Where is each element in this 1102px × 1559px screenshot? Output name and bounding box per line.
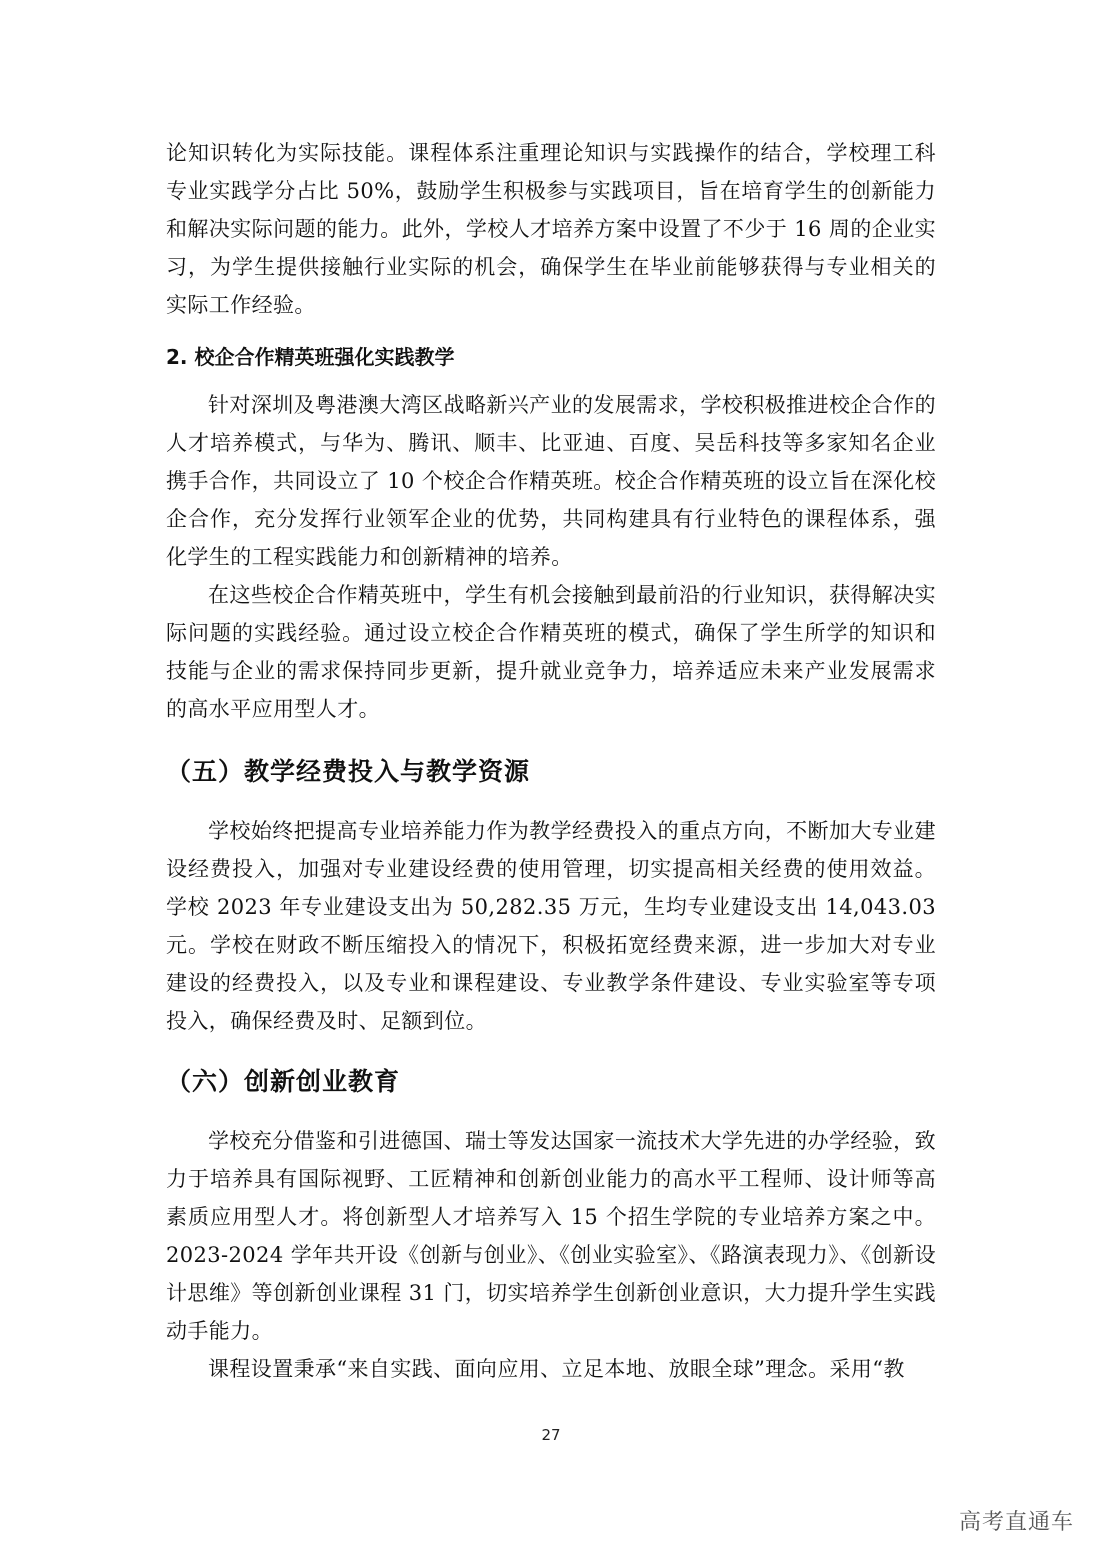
paragraph-funding: 学校始终把提高专业培养能力作为教学经费投入的重点方向，不断加大专业建设经费投入，加强对专业建设经费的使用管理，切实提高相关经费的使用效益。学校 2023 年专业建设支出为 50,282.35 万元，生均专业建设支出 14,043.03 元。学校在财政不断压缩投入的情况下，积极拓宽经费来源，进一步加大对专业建设的经费投入，以及专业和课程建设、专业教学条件建设、专业实验室等专项投入，确保经费及时、足额到位。 <box>166 819 936 1033</box>
paragraph-practice-credits: 论知识转化为实际技能。课程体系注重理论知识与实践操作的结合，学校理工科专业实践学分占比 50%，鼓励学生积极参与实践项目，旨在培育学生的创新能力和解决实际问题的能力。此外，学校人才培养方案中设置了不少于 16 周的企业实习，为学生提供接触行业实际的机会，确保学生在毕业前能够获得与专业相关的实际工作经验。 <box>166 141 936 317</box>
section-heading-innovation: （六）创新创业教育 <box>166 1067 401 1096</box>
paragraph-elite-class-benefits: 在这些校企合作精英班中，学生有机会接触到最前沿的行业知识，获得解决实际问题的实践经验。通过设立校企合作精英班的模式，确保了学生所学的知识和技能与企业的需求保持同步更新，提升就业竞争力，培养适应未来产业发展需求的高水平应用型人才。 <box>166 583 936 721</box>
watermark-text: 高考直通车 <box>958 1510 1074 1535</box>
page-body <box>166 134 936 1388</box>
section-heading-funding: （五）教学经费投入与教学资源 <box>166 757 531 786</box>
subheading-elite-class: 2. 校企合作精英班强化实践教学 <box>166 345 455 369</box>
paragraph-curriculum-philosophy: 课程设置秉承“来自实践、面向应用、立足本地、放眼全球”理念。采用“教 <box>208 1357 905 1381</box>
paragraph-enterprise-cooperation: 针对深圳及粤港澳大湾区战略新兴产业的发展需求，学校积极推进校企合作的人才培养模式，与华为、腾讯、顺丰、比亚迪、百度、吴岳科技等多家知名企业携手合作，共同设立了 10 个校企合作精英班。校企合作精英班的设立旨在深化校企合作，充分发挥行业领军企业的优势，共同构建具有行业特色的课程体系，强化学生的工程实践能力和创新精神的培养。 <box>166 393 936 569</box>
page-number: 27 <box>541 1426 561 1444</box>
paragraph-innovation-education: 学校充分借鉴和引进德国、瑞士等发达国家一流技术大学先进的办学经验，致力于培养具有国际视野、工匠精神和创新创业能力的高水平工程师、设计师等高素质应用型人才。将创新型人才培养写入 15 个招生学院的专业培养方案之中。2023-2024 学年共开设《创新与创业》、《创业实验室》、《路演表现力》、《创新设计思维》等创新创业课程 31 门，切实培养学生创新创业意识，大力提升学生实践动手能力。 <box>166 1129 936 1343</box>
